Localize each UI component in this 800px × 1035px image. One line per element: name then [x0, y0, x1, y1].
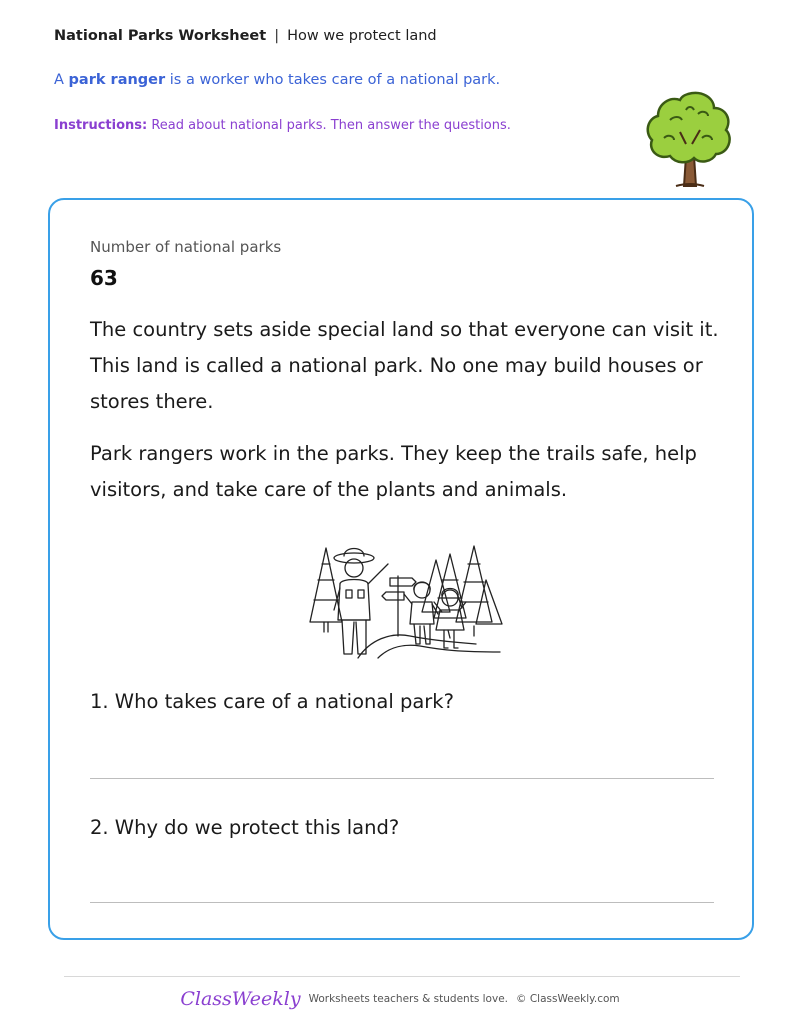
header-separator: | [274, 28, 280, 44]
footer-divider [64, 976, 740, 977]
tree-icon [640, 86, 736, 190]
footer [0, 988, 800, 1010]
ranger-with-children-illustration [300, 540, 506, 660]
instructions-text: Read about national parks. Then answer the questions. [147, 118, 511, 133]
answer-line-2[interactable] [90, 902, 714, 903]
worksheet-subtitle: How we protect land [287, 28, 437, 44]
question-1: 1. Who takes care of a national park? [90, 690, 454, 713]
instructions-label: Instructions: [54, 118, 148, 133]
footer-copyright: © ClassWeekly.com [516, 993, 620, 1005]
worksheet-header [54, 28, 437, 44]
worksheet-title: National Parks Worksheet [54, 28, 267, 44]
instructions [54, 118, 511, 133]
question-2: 2. Why do we protect this land? [90, 816, 400, 839]
definition-term: park ranger [68, 72, 166, 88]
footer-tagline: Worksheets teachers & students love. [308, 993, 508, 1005]
stat-value: 63 [90, 266, 118, 290]
definition-prefix: A [54, 72, 69, 88]
vocabulary-definition [54, 72, 500, 88]
brand-logo: ClassWeekly [180, 988, 301, 1010]
definition-text: is a worker who takes care of a national park. [165, 72, 501, 88]
reading-paragraph: The country sets aside special land so that everyone can visit it. This land is called a national park. No one may build houses or stores there. [90, 318, 719, 413]
answer-line-1[interactable] [90, 778, 714, 779]
reading-paragraph: Park rangers work in the parks. They keep the trails safe, help visitors, and take care of the plants and animals. [90, 442, 697, 501]
stat-label: Number of national parks [90, 238, 282, 256]
reading-card [48, 198, 754, 940]
